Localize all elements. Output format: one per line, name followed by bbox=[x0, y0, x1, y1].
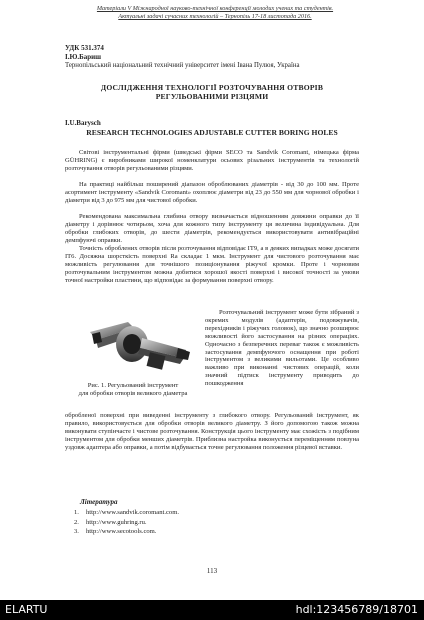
paper-title-ua bbox=[65, 83, 359, 101]
title-ua-line-2: РЕГУЛЬОВАНИМИ РІЗЦЯМИ bbox=[155, 92, 269, 101]
handle-identifier[interactable]: hdl:123456789/18701 bbox=[295, 603, 418, 616]
boring-tool-image bbox=[88, 314, 192, 378]
reference-item bbox=[74, 527, 179, 537]
figure-caption bbox=[65, 382, 201, 398]
author-name-ua: І.Ю.Бариш bbox=[65, 53, 102, 61]
paragraph-1: Світові інструментальні фірми (шведські фірми SECO та Sandvik Coromant, німецька фірма GÜHRING) є виробниками широкої номенклатури осьових різальних інструментів та технологій розточування отворів регульованими різцями. bbox=[65, 149, 359, 172]
paragraph-5: Розточувальний інструмент може бути зібраний з окремих модулів (адаптерів, подовжувачів, перехідників і ріжучих головок), що значно розширює можливості його застосування на різних операціях. Одночасно з безперечних переваг також є можливість застосування демпфуючого оснащення при роботі інструментом з великими вильотами. Це особливо важливо при виконанні чистових операцій, коли значний підтиск інструменту приводить до пошкодження bbox=[205, 309, 359, 388]
udk-code: УДК 531.374 bbox=[65, 44, 104, 52]
references-title: Література bbox=[80, 498, 118, 506]
header-line-1: Матеріали V Міжнародної науково-технічної конференції молодих учених та студентів. bbox=[96, 5, 334, 12]
reference-number: 1. bbox=[74, 509, 79, 516]
repository-footer bbox=[0, 600, 424, 620]
running-header bbox=[68, 5, 362, 21]
paragraph-4: Точність оброблених отворів після розточування відповідає IT9, а в деяких випадках може досягати IT6. Досяжна шорсткість поверхні Ra складає 1 мкм. Інструмент для чистового розточування має можливість регулювання для точнішого позиціонування ріжучої кромки. Проте і чорновим розточувальним інструментом можна добитися хорошої якості поверхні і високої точності за умови точної настройки пластини, що відповідає за формування поверхні отвору. bbox=[65, 245, 359, 284]
header-line-2: Актуальні задачі сучасних технологій – Тернопіль 17-18 листопада 2016. bbox=[118, 13, 312, 20]
reference-link[interactable]: http://www.secotools.com. bbox=[86, 528, 157, 535]
caption-line-1: Рис. 1. Регульований інструмент bbox=[87, 382, 179, 389]
title-ua-line-1: ДОСЛІДЖЕННЯ ТЕХНОЛОГІЇ РОЗТОЧУВАННЯ ОТВОРІВ bbox=[100, 83, 324, 92]
reference-item bbox=[74, 508, 179, 518]
paragraph-6: обробленої поверхні при виведенні інструменту з глибокого отвору. Регульований інструмент, як правило, використовується для обробки отворів великого діаметру. З його допомогою також можна виконувати ступінчасте і чистове розточування. Конструкція цього інструменту має схожість з подібним інструментом для обробки менших діаметрів. Приблизна настройка виконується переміщенням повзуна уздовж адаптера або оправки, а потім відбувається точне регулювання положення різцевої вставки. bbox=[65, 412, 359, 451]
paragraph-3: Рекомендована максимальна глибина отвору визначається відношенням довжини оправки до її діаметру і дорівнює чотирьом, хоча для кожного типу інструменту ця величина індивідуальна. Для обробки глибоких отворів, до шести діаметрів, рекомендується використовувати антивібраційні демпфуючі оправки. bbox=[65, 213, 359, 244]
paragraph-2: На практиці найбільш поширений діапазон оброблюваних діаметрів - від 30 до 100 мм. Проте асортимент інструменту «Sandvik Coromant» охоплює діаметри від 23 до 550 мм для чорнової обробки і діаметри від 3 до 975 мм для чистової обробки. bbox=[65, 181, 359, 204]
reference-link[interactable]: http://www.sandvik.coromant.com. bbox=[86, 509, 179, 516]
author-name-en: I.U.Barysch bbox=[65, 119, 101, 127]
references-list bbox=[74, 508, 179, 537]
affiliation: Тернопільський національний технічний університет імені Івана Пулюя, Україна bbox=[65, 62, 300, 69]
reference-number: 3. bbox=[74, 528, 79, 535]
repository-name: ELARTU bbox=[5, 603, 48, 616]
reference-item bbox=[74, 518, 179, 528]
reference-link[interactable]: http://www.guhring.ru. bbox=[86, 518, 147, 526]
page-number: 113 bbox=[206, 567, 218, 575]
reference-number: 2. bbox=[74, 518, 79, 526]
caption-line-2: для обробки отворів великого діаметра bbox=[78, 390, 188, 397]
paper-title-en: RESEARCH TECHNOLOGIES ADJUSTABLE CUTTER BORING HOLES bbox=[86, 128, 338, 137]
